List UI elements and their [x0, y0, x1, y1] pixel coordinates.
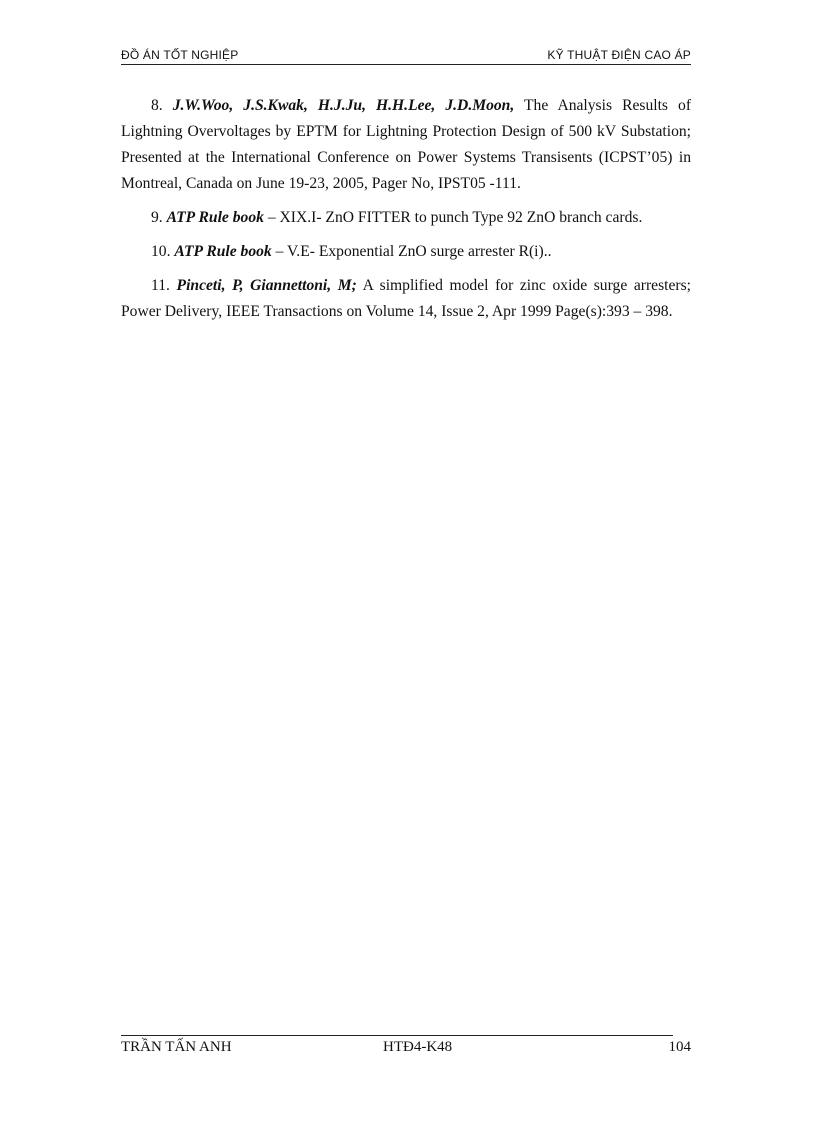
- reference-number: 8.: [151, 97, 163, 114]
- reference-number: 11.: [151, 277, 170, 294]
- reference-item-10: [121, 239, 691, 265]
- reference-item-9: [121, 205, 691, 231]
- reference-authors: ATP Rule book: [174, 243, 272, 260]
- page-number: 104: [668, 1039, 691, 1055]
- reference-text: – V.E- Exponential ZnO surge arrester R(i)..: [275, 243, 552, 260]
- reference-authors: J.W.Woo, J.S.Kwak, H.J.Ju, H.H.Lee, J.D.Moon,: [172, 97, 515, 114]
- reference-item-8: [121, 93, 691, 197]
- page-header: [121, 44, 691, 65]
- reference-authors: ATP Rule book: [166, 209, 264, 226]
- footer-divider: [121, 1035, 673, 1036]
- reference-text: A simplified model for zinc oxide surge arresters; Power Delivery, IEEE Transactions on Volume 14, Issue 2, Apr 1999 Page(s):393 – 398.: [121, 277, 691, 320]
- reference-text: The Analysis Results of Lightning Overvoltages by EPTM for Lightning Protection Design of 500 kV Substation; Presented at the International Conference on Power Systems Transisents (ICPST’05) in Montreal, Canada on June 19-23, 2005, Pager No, IPST05 -111.: [121, 97, 692, 192]
- page-footer: [121, 1039, 691, 1059]
- reference-item-11: [121, 273, 691, 325]
- reference-list: [121, 93, 691, 333]
- reference-number: 9.: [151, 209, 163, 226]
- footer-class: HTĐ4-K48: [383, 1039, 453, 1055]
- reference-text: – XIX.I- ZnO FITTER to punch Type 92 ZnO branch cards.: [267, 209, 643, 226]
- reference-authors: Pinceti, P, Giannettoni, M;: [176, 277, 357, 294]
- reference-number: 10.: [151, 243, 171, 260]
- header-left-title: ĐỒ ÁN TỐT NGHIỆP: [121, 48, 239, 62]
- header-right-title: KỸ THUẬT ĐIỆN CAO ÁP: [547, 48, 691, 62]
- footer-author: TRẦN TẤN ANH: [121, 1039, 232, 1055]
